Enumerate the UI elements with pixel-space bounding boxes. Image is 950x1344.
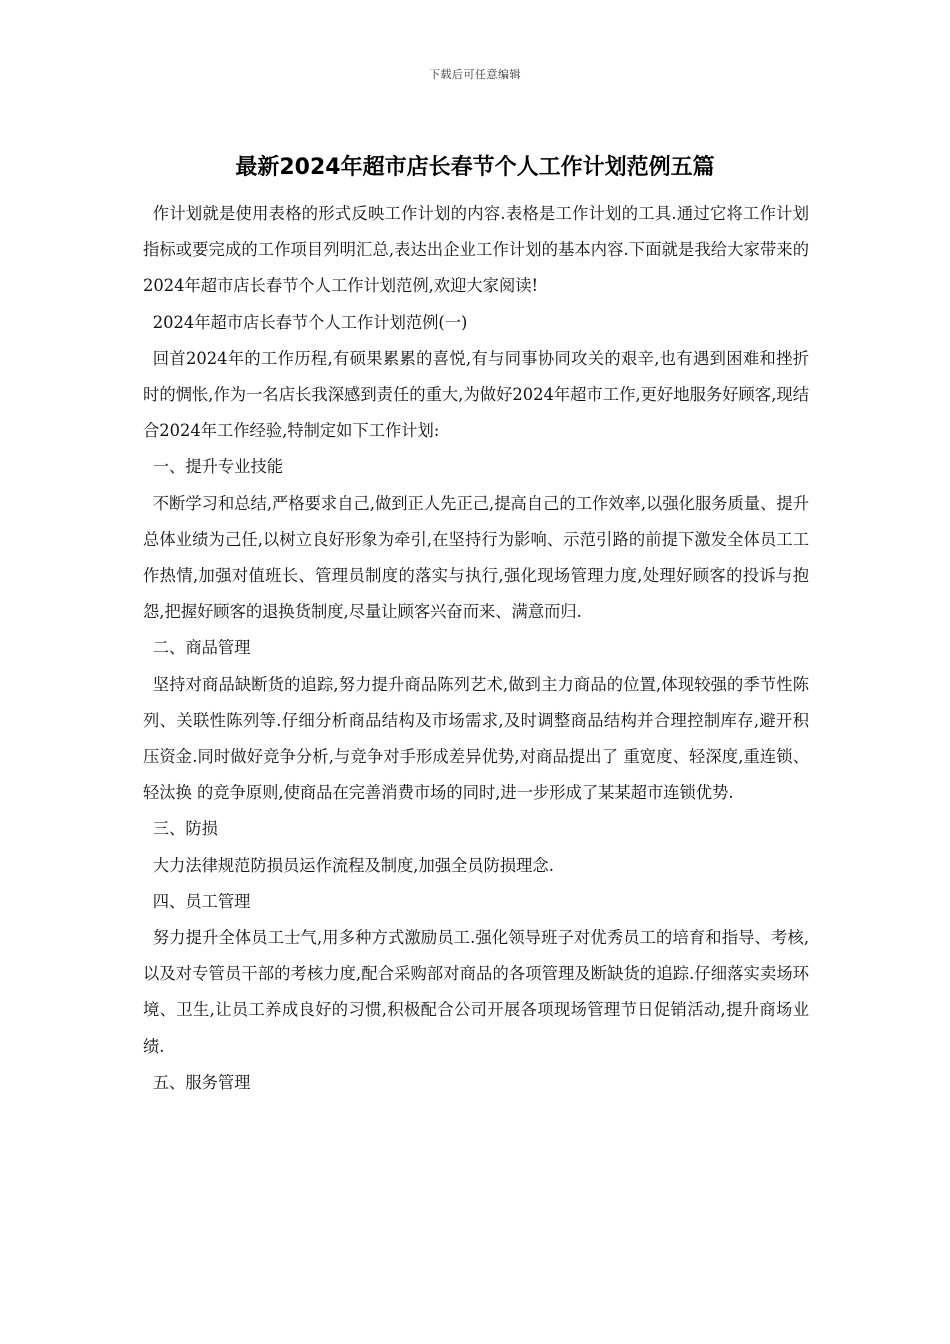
section-heading-service: 五、服务管理 (152, 1072, 251, 1092)
section-paragraph-goods: 坚持对商品缺断货的追踪,努力提升商品陈列艺术,做到主力商品的位置,体现较强的季节性陈列、关联性陈列等.仔细分析商品结构及市场需求,及时调整商品结构并合理控制库存,避开积压资金.同时做好竞争分析,与竞争对手形成差异优势,对商品提出了 重宽度、轻深度,重连锁、轻汰换 的竞争原则,使商品在完善消费市场的同时,进一步形成了某某超市连锁优势. (143, 674, 809, 803)
section-heading-goods: 二、商品管理 (152, 638, 251, 658)
section-paragraph-loss-prevention: 大力法律规范防损员运作流程及制度,加强全员防损理念. (152, 855, 554, 875)
intro-paragraph: 作计划就是使用表格的形式反映工作计划的内容.表格是工作计划的工具.通过它将工作计划指标或要完成的工作项目列明汇总,表达出企业工作计划的基本内容.下面就是我给大家带来的2024年超市店长春节个人工作计划范例,欢迎大家阅读! (143, 204, 809, 296)
header-note: 下载后可任意编辑 (429, 68, 521, 81)
example-heading: 2024年超市店长春节个人工作计划范例(一) (152, 312, 468, 332)
section-heading-staff: 四、员工管理 (152, 891, 251, 911)
review-paragraph: 回首2024年的工作历程,有硕果累累的喜悦,有与同事协同攻关的艰辛,也有遇到困难和挫折时的惆怅,作为一名店长我深感到责任的重大,为做好2024年超市工作,更好地服务好顾客,现结合2024年工作经验,特制定如下工作计划: (143, 348, 809, 441)
section-paragraph-staff: 努力提升全体员工士气,用多种方式激励员工.强化领导班子对优秀员工的培育和指导、考核,以及对专管员干部的考核力度,配合采购部对商品的各项管理及断缺货的追踪.仔细落实卖场环境、卫生,让员工养成良好的习惯,积极配合公司开展各项现场管理节日促销活动,提升商场业绩. (143, 928, 809, 1056)
section-heading-skills: 一、提升专业技能 (152, 457, 284, 477)
document-body (143, 196, 809, 1101)
section-heading-loss-prevention: 三、防损 (152, 819, 218, 839)
document-title: 最新2024年超市店长春节个人工作计划范例五篇 (235, 155, 715, 180)
section-paragraph-skills: 不断学习和总结,严格要求自己,做到正人先正己,提高自己的工作效率,以强化服务质量、提升总体业绩为己任,以树立良好形象为牵引,在坚持行为影响、示范引路的前提下激发全体员工工作热情,加强对值班长、管理员制度的落实与执行,强化现场管理力度,处理好顾客的投诉与抱怨,把握好顾客的退换货制度,尽量让顾客兴奋而来、满意而归. (143, 493, 809, 622)
